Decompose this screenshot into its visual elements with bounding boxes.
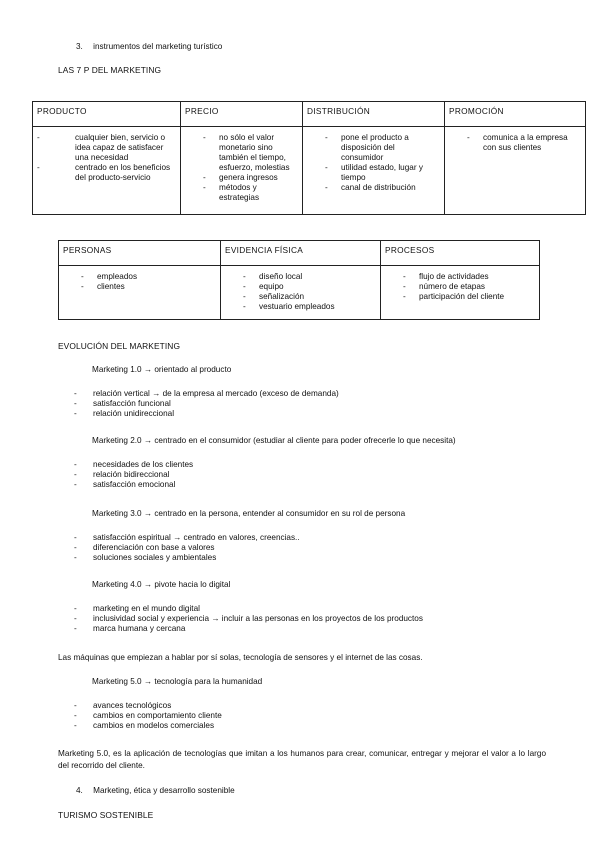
- list-item: - marca humana y cercana: [74, 624, 574, 634]
- list-item: - señalización: [221, 292, 380, 302]
- seven-p-table-1: [32, 101, 586, 215]
- seven-p-table-2: [58, 240, 540, 320]
- list-item: - satisfacción funcional: [74, 399, 574, 409]
- cell-producto: [33, 127, 181, 215]
- marketing-4-title: Marketing 4.0 → pivote hacia lo digital: [92, 580, 231, 589]
- cell-precio: [181, 127, 303, 215]
- list-item: - clientes: [59, 282, 220, 292]
- header-precio: PRECIO: [181, 102, 303, 127]
- list-item: - canal de distribución: [303, 183, 438, 193]
- marketing-3-list: [74, 533, 574, 563]
- section-4-number: 4.: [76, 786, 83, 795]
- list-item: - participación del cliente: [381, 292, 539, 302]
- list-item: - avances tecnológicos: [74, 701, 574, 711]
- list-item: - satisfacción emocional: [74, 480, 574, 490]
- marketing-1-title: Marketing 1.0 → orientado al producto: [92, 365, 232, 374]
- list-item: - satisfacción espiritual → centrado en valores, creencias..: [74, 533, 574, 543]
- list-item: - cambios en comportamiento cliente: [74, 711, 574, 721]
- turismo-title: TURISMO SOSTENIBLE: [58, 810, 154, 820]
- list-item: - relación vertical → de la empresa al mercado (exceso de demanda): [74, 389, 574, 399]
- list-item: - número de etapas: [381, 282, 539, 292]
- list-item: - relación unidireccional: [74, 409, 574, 419]
- list-item: - vestuario empleados: [221, 302, 380, 312]
- marketing-1-list: [74, 389, 574, 419]
- seven-p-title: LAS 7 P DEL MARKETING: [58, 65, 162, 75]
- list-item: - diferenciación con base a valores: [74, 543, 574, 553]
- list-item: - genera ingresos: [181, 173, 294, 183]
- header-promocion: PROMOCIÓN: [445, 102, 586, 127]
- list-item: - cualquier bien, servicio o idea capaz de satisfacer una necesidad: [33, 133, 174, 163]
- list-item: - no sólo el valor monetario sino también el tiempo, esfuerzo, molestias: [181, 133, 294, 173]
- marketing-2-list: [74, 460, 574, 490]
- header-producto: PRODUCTO: [33, 102, 181, 127]
- section-3-title: instrumentos del marketing turístico: [93, 42, 223, 51]
- cell-distribucion: [303, 127, 445, 215]
- list-item: - cambios en modelos comerciales: [74, 721, 574, 731]
- list-item: - equipo: [221, 282, 380, 292]
- list-item: - centrado en los beneficios del producto-servicio: [33, 163, 174, 183]
- cell-personas: [59, 266, 221, 320]
- header-evidencia-fisica: EVIDENCIA FÍSICA: [221, 241, 381, 266]
- section-3-heading: [76, 42, 222, 51]
- list-item: - inclusividad social y experiencia → incluir a las personas en los proyectos de los productos: [74, 614, 574, 624]
- marketing-2-title: Marketing 2.0 → centrado en el consumidor (estudiar al cliente para poder ofrecerle lo que necesita): [92, 436, 456, 445]
- section-4-title: Marketing, ética y desarrollo sostenible: [93, 786, 235, 795]
- marketing-5-list: [74, 701, 574, 731]
- header-distribucion: DISTRIBUCIÓN: [303, 102, 445, 127]
- header-personas: PERSONAS: [59, 241, 221, 266]
- evolution-title: EVOLUCIÓN DEL MARKETING: [58, 341, 181, 351]
- list-item: - flujo de actividades: [381, 272, 539, 282]
- marketing-4-list: [74, 604, 574, 634]
- list-item: - diseño local: [221, 272, 380, 282]
- list-item: - comunica a la empresa con sus clientes: [445, 133, 581, 153]
- list-item: - empleados: [59, 272, 220, 282]
- machines-note: Las máquinas que empiezan a hablar por sí solas, tecnología de sensores y el internet de las cosas.: [58, 653, 423, 662]
- cell-procesos: [381, 266, 540, 320]
- cell-evidencia-fisica: [221, 266, 381, 320]
- section-3-number: 3.: [76, 42, 83, 51]
- list-item: - métodos y estrategias: [181, 183, 294, 203]
- list-item: - pone el producto a disposición del consumidor: [303, 133, 438, 163]
- list-item: - soluciones sociales y ambientales: [74, 553, 574, 563]
- cell-promocion: [445, 127, 586, 215]
- list-item: - necesidades de los clientes: [74, 460, 574, 470]
- marketing-3-title: Marketing 3.0 → centrado en la persona, entender al consumidor en su rol de persona: [92, 509, 406, 518]
- marketing-5-title: Marketing 5.0 → tecnología para la humanidad: [92, 677, 263, 686]
- section-4-heading: [76, 786, 235, 795]
- marketing-5-paragraph: Marketing 5.0, es la aplicación de tecnologías que imitan a los humanos para crear, comunicar, entregar y mejorar el valor a lo largo del recorrido del cliente.: [58, 749, 546, 770]
- list-item: - relación bidireccional: [74, 470, 574, 480]
- list-item: - utilidad estado, lugar y tiempo: [303, 163, 438, 183]
- list-item: - marketing en el mundo digital: [74, 604, 574, 614]
- header-procesos: PROCESOS: [381, 241, 540, 266]
